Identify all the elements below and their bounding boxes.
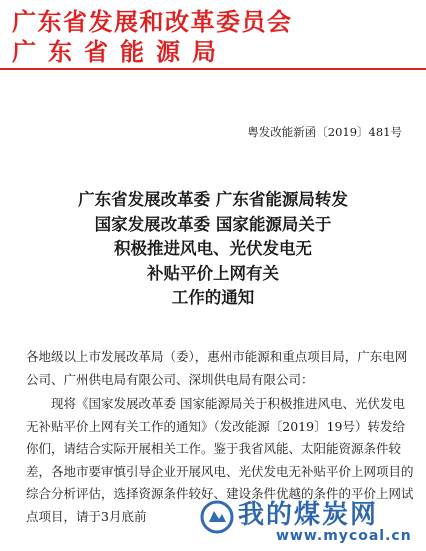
- coal-logo-icon: [200, 500, 234, 534]
- letterhead-divider: [0, 68, 426, 70]
- title-line: 工作的通知: [171, 288, 255, 307]
- watermark-text: 我的煤炭网: [238, 500, 379, 530]
- document-number: 粤发改能新函〔2019〕481号: [247, 125, 402, 139]
- title-line: 补贴平价上网有关: [147, 263, 279, 283]
- title-line: 广东省发展改革委 广东省能源局转发: [78, 190, 348, 209]
- site-watermark: [200, 494, 426, 551]
- document-title: [0, 188, 426, 311]
- title-line: 积极推进风电、光伏发电无: [114, 239, 312, 258]
- letterhead: [0, 0, 426, 66]
- recipients: 各地级以上市发展改革局（委），惠州市能源和重点项目局，广东电网公司、广州供电局有限公司、深圳供电局有限公司：: [26, 349, 408, 387]
- letterhead-org-1: 广东省发展和改革委员会: [12, 8, 293, 36]
- letterhead-org-2: 广东省能源局: [12, 38, 228, 66]
- watermark-url: www.mycoal.cn: [276, 528, 412, 544]
- body-paragraph: 现将《国家发展改革委 国家能源局关于积极推进风电、光伏发电无补贴平价上网有关工作的通知》（发改能源〔2019〕19号）转发给你们，请结合实际开展相关工作。鉴于我省风能、太阳能资源条件较差，各地市要审慎引导企业开展风电、光伏发电无补贴平价上网项目的综合分析评估，选择资源条件较好、建设条件优越的条件的平价上网试点项目，请于3月底前: [26, 396, 414, 524]
- title-line: 国家发展改革委 国家能源局关于: [94, 214, 332, 234]
